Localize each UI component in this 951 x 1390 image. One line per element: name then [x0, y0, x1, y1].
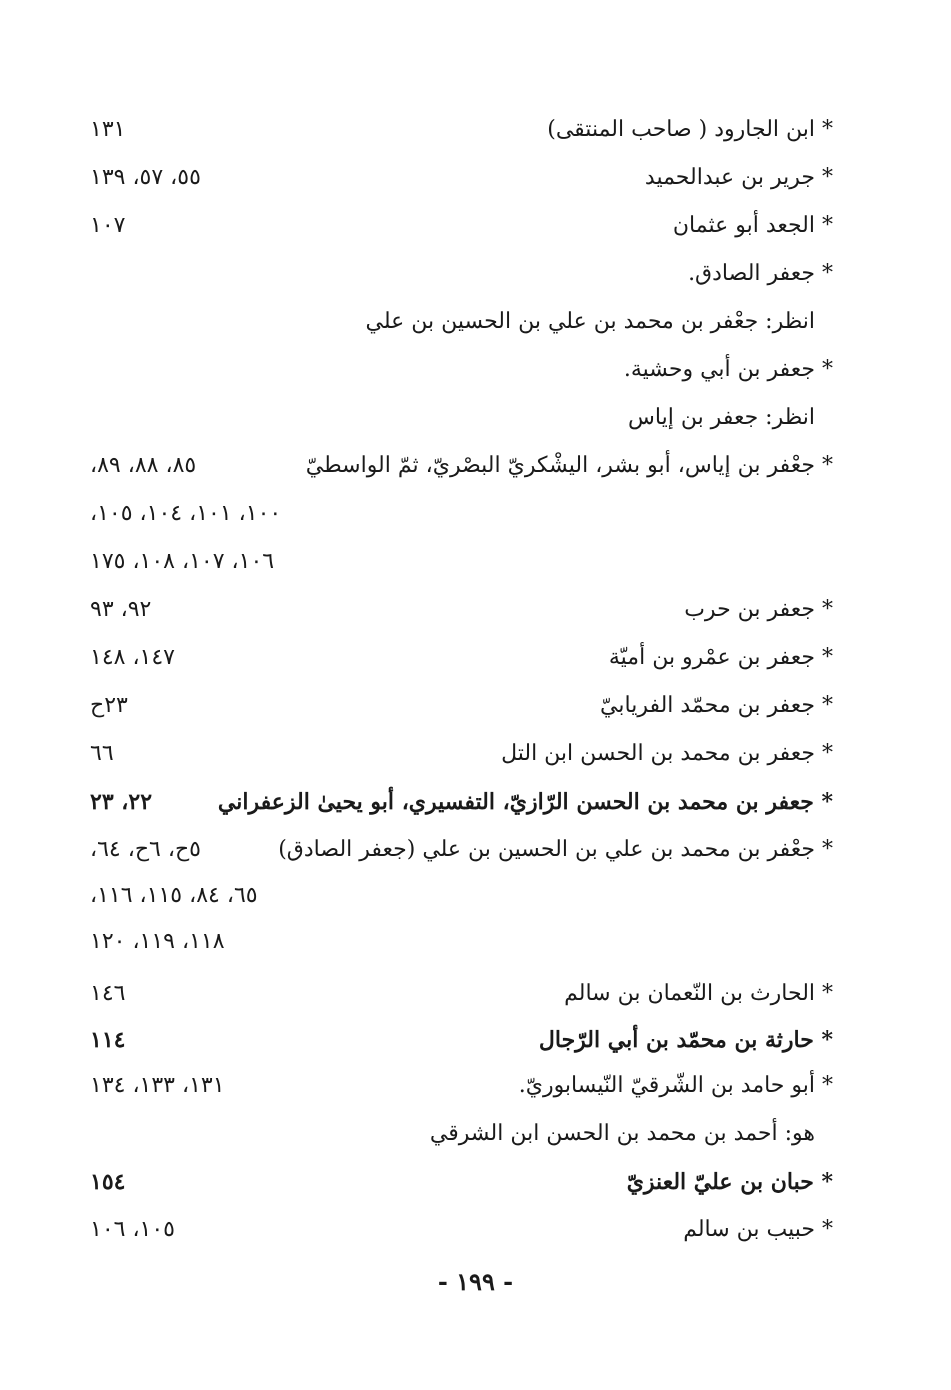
index-entry: [90, 1210, 833, 1250]
entry-pages: ١٤٧، ١٤٨: [90, 645, 175, 670]
entry-name: * حارثة بن محمّد بن أبي الرّجال: [538, 1027, 833, 1053]
entry-name: * جعفر بن أبي وحشية.: [623, 357, 833, 382]
index-cross-reference: [90, 302, 833, 342]
entry-pages: ١٣١: [90, 117, 126, 142]
entry-pages: ١٠٥، ١٠٦: [90, 1217, 175, 1242]
entry-pages: ٩٢، ٩٣: [90, 597, 152, 622]
index-entry: [90, 590, 833, 630]
index-entry: [90, 206, 833, 246]
entry-name: * جعْفر بن إياس، أبو بشر، اليشْكريّ البصْريّ، ثمّ الواسطيّ: [305, 453, 833, 478]
entry-name: * جعفر الصادق.: [688, 261, 833, 286]
index-entry: [90, 158, 833, 198]
entry-name: * ابن الجارود ( صاحب المنتقى): [547, 117, 833, 142]
index-entry: [90, 110, 833, 150]
index-entry: [90, 1162, 833, 1202]
entry-name: * جعفر بن عمْرو بن أميّة: [608, 645, 833, 670]
entry-name: * جرير بن عبدالحميد: [644, 165, 833, 190]
entry-name: * أبو حامد بن الشّرقيّ النّيسابوريّ.: [518, 1073, 833, 1098]
entry-name: * جعفر بن محمد بن الحسن ابن التل: [501, 741, 833, 766]
cross-reference-text: انظر: جعفر بن إياس: [628, 405, 815, 430]
cross-reference-text: هو: أحمد بن محمد بن الحسن ابن الشرقي: [429, 1121, 815, 1146]
index-entry: [90, 254, 833, 294]
entry-pages: ١٠٠، ١٠١، ١٠٤، ١٠٥،: [90, 501, 282, 526]
index-entry-continuation: [90, 494, 833, 534]
index-entry: [90, 734, 833, 774]
index-entry: [90, 686, 833, 726]
entry-name: * جعفر بن محمد بن الحسن الرّازيّ، التفسيري، أبو يحيىٰ الزعفراني: [217, 789, 833, 815]
index-entry: [90, 1066, 833, 1106]
entry-pages: ١٠٧: [90, 213, 126, 238]
entry-pages: ١٣١، ١٣٣، ١٣٤: [90, 1073, 225, 1098]
entry-name: * الجعد أبو عثمان: [672, 213, 833, 238]
index-entry-continuation: [90, 876, 833, 916]
entry-pages: ١٤٦: [90, 981, 126, 1006]
index-cross-reference: [90, 398, 833, 438]
cross-reference-text: انظر: جعْفر بن محمد بن علي بن الحسين بن علي: [365, 309, 815, 334]
index-entry: [90, 638, 833, 678]
index-entry: [90, 350, 833, 390]
index-entry: [90, 782, 833, 822]
index-entry-continuation: [90, 542, 833, 582]
entry-pages: ٥ح، ٦ح، ٦٤،: [90, 837, 201, 862]
entry-name: * الحارث بن النّعمان بن سالم: [564, 981, 833, 1006]
entry-pages: ٦٦: [90, 741, 114, 766]
entry-pages: ٥٥، ٥٧، ١٣٩: [90, 165, 201, 190]
entry-pages: ١٥٤: [90, 1169, 126, 1195]
index-entry: [90, 974, 833, 1014]
index-entry-continuation: [90, 922, 833, 962]
entry-name: * جعْفر بن محمد بن علي بن الحسين بن علي (جعفر الصادق): [278, 837, 833, 862]
entry-pages: ٦٥، ٨٤، ١١٥، ١١٦،: [90, 883, 258, 908]
index-entry: [90, 446, 833, 486]
entry-pages: ٢٢، ٢٣: [90, 789, 153, 815]
index-cross-reference: [90, 1114, 833, 1154]
index-entry: [90, 830, 833, 870]
index-entry: [90, 1020, 833, 1060]
page-number: - ١٩٩ -: [437, 1267, 514, 1296]
entry-pages: ٨٥، ٨٨، ٨٩،: [90, 453, 197, 478]
entry-pages: ١٠٦، ١٠٧، ١٠٨، ١٧٥: [90, 549, 275, 574]
entry-name: * حبيب بن سالم: [683, 1217, 833, 1242]
entry-pages: ١١٨، ١١٩، ١٢٠: [90, 929, 225, 954]
entry-name: * جعفر بن محمّد الفريابيّ: [600, 693, 833, 718]
entry-pages: ١١٤: [90, 1027, 126, 1053]
entry-name: * جعفر بن حرب: [684, 597, 833, 622]
entry-pages: ٢٣ح: [90, 693, 128, 718]
entry-name: * حبان بن عليّ العنزيّ: [626, 1169, 833, 1195]
